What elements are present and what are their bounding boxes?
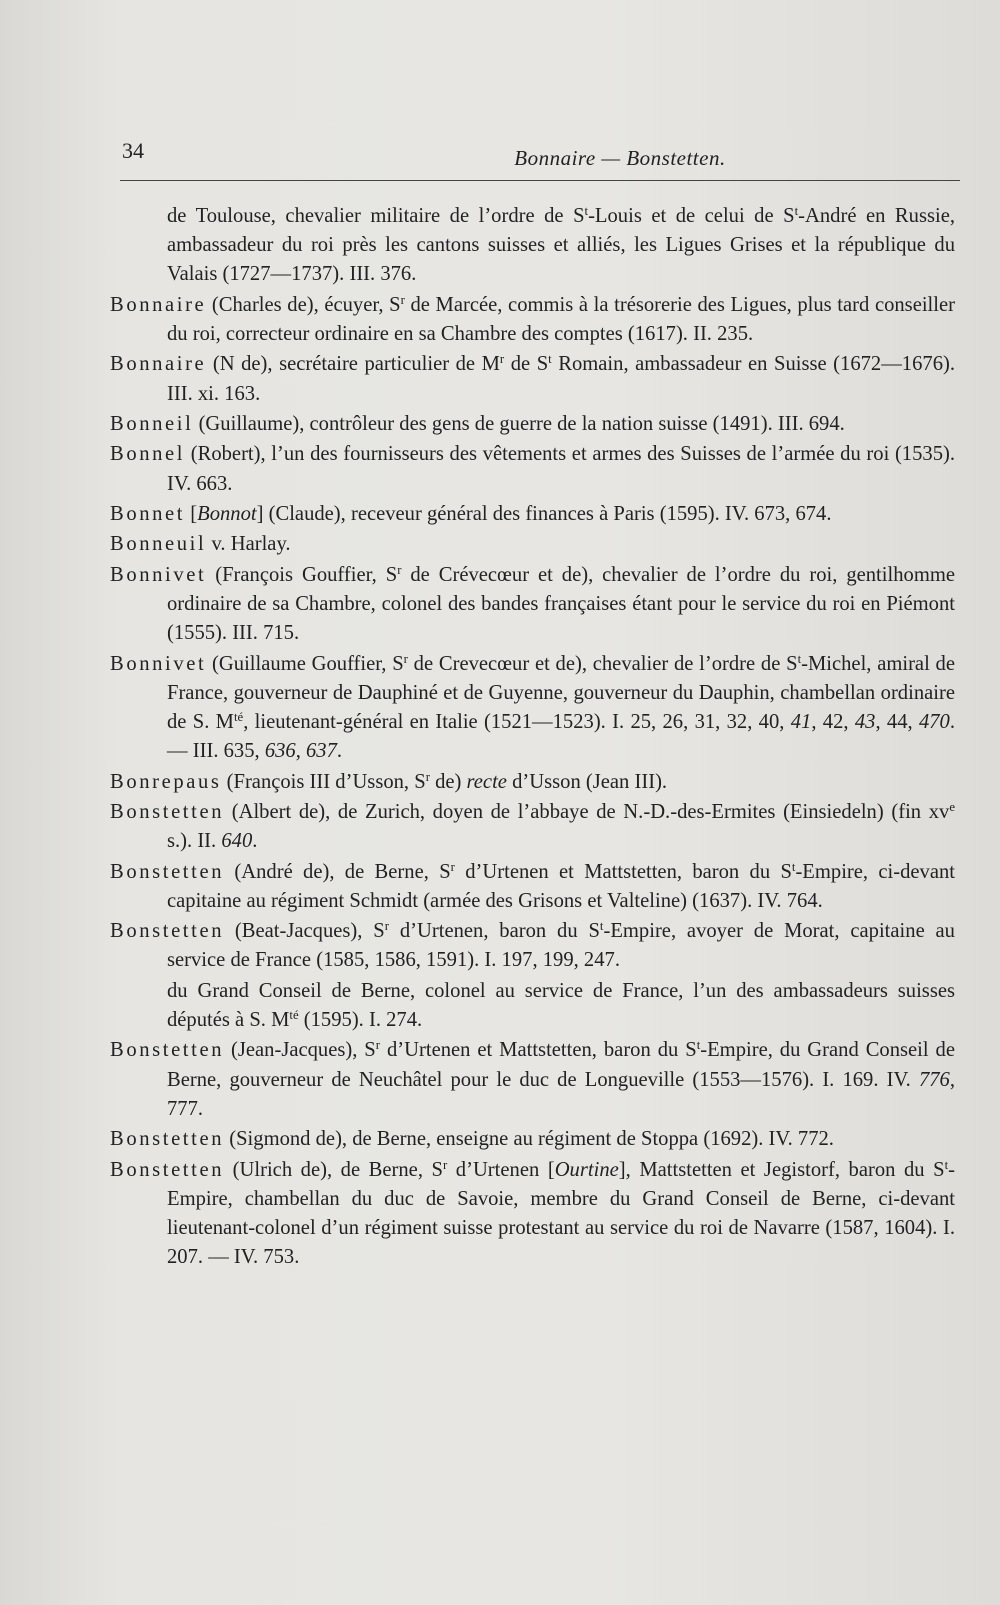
entry-text: de Toulouse, chevalier militaire de l’ordre de $S^t$-Louis et de celui de $S^t$-André en Russie, ambassadeur du roi près les cantons suisses et alliés, les Ligues Grises et la république du Valais (1727—1737). III. 376.: [167, 203, 955, 286]
entry-text: (André de), de Berne, $S^r$ d’Urtenen et Mattstetten, baron du $S^t$-Empire, ci-devant capitaine au régiment Schmidt (armée des Grisons et Valteline) (1637). IV. 764.: [167, 859, 956, 912]
entry-name: Bonnaire: [110, 353, 207, 376]
index-entry: [110, 1036, 955, 1124]
index-entry: [110, 202, 955, 290]
index-entry: [110, 1156, 955, 1273]
page-number: 34: [122, 138, 144, 163]
entry-name: Bonrepaus: [110, 770, 222, 793]
entry-name: Bonstetten: [110, 1128, 225, 1151]
index-entry: [110, 798, 955, 856]
entry-text: (Charles de), écuyer, $S^r$ de Marcée, commis à la trésorerie des Ligues, plus tard conseiller du roi, correcteur ordinaire en sa Chambre des comptes (1617). II. 235.: [167, 292, 955, 345]
entry-name: Bonstetten: [110, 1039, 225, 1062]
entry-name: Bonnaire: [110, 293, 207, 316]
index-entry: [110, 858, 955, 916]
index-entry: [110, 917, 955, 975]
running-title: Bonnaire — Bonstetten.: [514, 146, 726, 170]
entry-text: du Grand Conseil de Berne, colonel au service de France, l’un des ambassadeurs suisses députés à S. $M^{té}$ (1595). I. 274.: [167, 979, 955, 1031]
index-entry: [110, 650, 955, 767]
entry-text: [Bonnot] (Claude), receveur général des finances à Paris (1595). IV. 673, 674.: [185, 502, 832, 525]
entry-name: Bonstetten: [110, 860, 225, 883]
index-entry: [110, 410, 955, 439]
entry-text: (Sigmond de), de Berne, enseigne au régiment de Stoppa (1692). IV. 772.: [224, 1128, 834, 1151]
index-entry: [110, 291, 955, 349]
index-entries: [110, 202, 955, 1274]
entry-text: (Guillaume), contrôleur des gens de guerre de la nation suisse (1491). III. 694.: [193, 412, 845, 435]
index-entry: [110, 350, 955, 408]
entry-name: Bonneil: [110, 412, 194, 435]
entry-name: Bonnet: [110, 502, 186, 525]
index-entry: [110, 561, 955, 649]
index-entry: [110, 768, 955, 797]
index-entry: [110, 1125, 955, 1154]
entry-text: (Guillaume Gouffier, $S^r$ de Crevecœur et de), chevalier de l’ordre de $S^t$-Michel, amiral de France, gouverneur de Dauphiné et de Guyenne, gouverneur du Dauphin, chambellan ordinaire de S. $M^{té}$, lieutenant-général en Italie (1521—1523). I. 25, 26, 31, 32, 40, 41, 42, 43, 44, 470. — III. 635, 636, 637.: [167, 651, 955, 763]
entry-text: (N de), secrétaire particulier de $M^r$ de $S^t$ Romain, ambassadeur en Suisse (1672—1676). III. xi. 163.: [167, 352, 956, 405]
entry-text: (Ulrich de), de Berne, $S^r$ d’Urtenen [Ourtine], Mattstetten et Jegistorf, baron du $S^t$-Empire, chambellan du duc de Savoie, membre du Grand Conseil de Berne, ci-devant lieutenant-colonel d’un régiment suisse protestant au service du roi de Navarre (1587, 1604). I. 207. — IV. 753.: [167, 1157, 955, 1269]
page-header: [120, 134, 960, 174]
entry-text: (François Gouffier, $S^r$ de Crévecœur et de), chevalier de l’ordre du roi, gentilhomme ordinaire de sa Chambre, colonel des bandes françaises étant pour le service du roi en Piémont (1555). III. 715.: [167, 562, 955, 645]
entry-text: (Jean-Jacques), $S^r$ d’Urtenen et Mattstetten, baron du $S^t$-Empire, du Grand Conseil de Berne, gouverneur de Neuchâtel pour le duc de Longueville (1553—1576). I. 169. IV. 776, 777.: [167, 1038, 955, 1120]
index-entry: [110, 500, 955, 529]
index-entry: [110, 530, 955, 559]
entry-text: (Albert de), de Zurich, doyen de l’abbaye de N.-D.-des-Ermites (Einsiedeln) (fin $xv^e$ s.). II. 640.: [167, 799, 955, 853]
entry-name: Bonnivet: [110, 563, 207, 586]
entry-name: Bonneuil: [110, 533, 207, 556]
header-rule: [120, 180, 960, 181]
index-entry: [110, 977, 955, 1035]
entry-text: (Beat-Jacques), $S^r$ d’Urtenen, baron du $S^t$-Empire, avoyer de Morat, capitaine au service de France (1585, 1586, 1591). I. 197, 199, 247.: [167, 919, 955, 972]
entry-text: v. Harlay.: [206, 533, 291, 556]
entry-name: Bonstetten: [110, 920, 225, 943]
entry-name: Bonstetten: [110, 1158, 225, 1181]
entry-text: (François III d’Usson, $S^r$ de) recte d’Usson (Jean III).: [221, 769, 668, 793]
entry-text: (Robert), l’un des fournisseurs des vêtements et armes des Suisses de l’armée du roi (1535). IV. 663.: [167, 443, 955, 495]
entry-name: Bonnivet: [110, 652, 207, 675]
entry-name: Bonstetten: [110, 800, 225, 823]
entry-name: Bonnel: [110, 443, 186, 466]
index-entry: [110, 440, 955, 498]
